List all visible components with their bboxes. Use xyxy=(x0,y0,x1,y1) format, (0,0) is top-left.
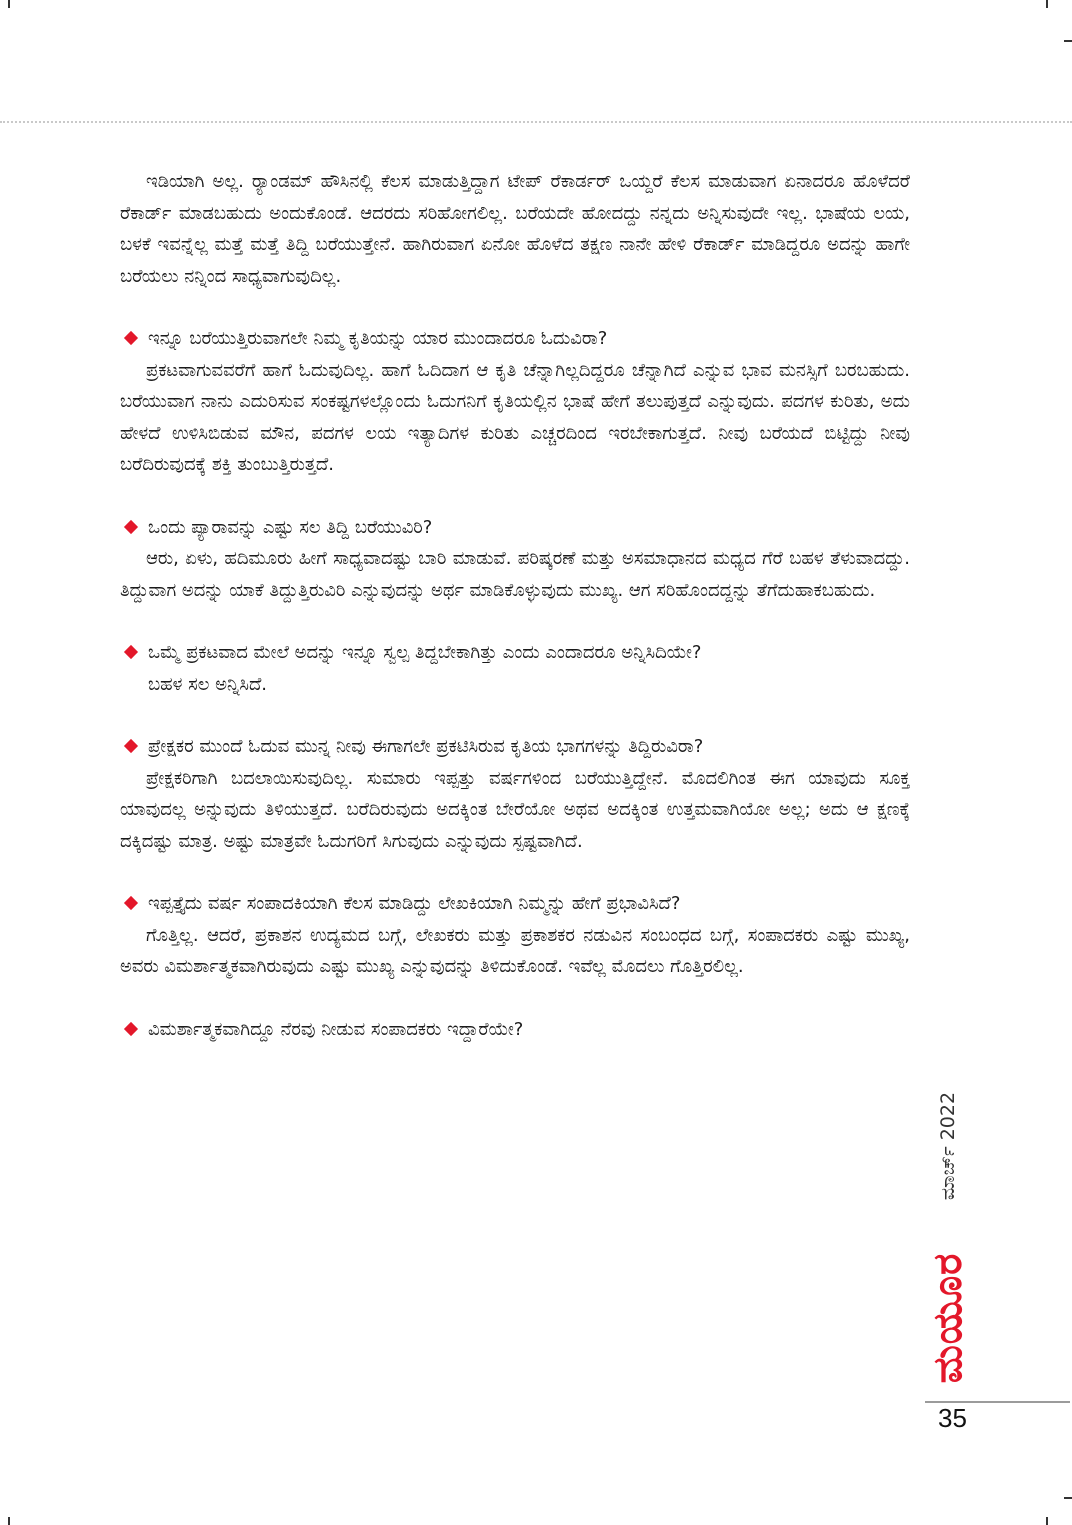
answer: ಪ್ರೇಕ್ಷಕರಿಗಾಗಿ ಬದಲಾಯಿಸುವುದಿಲ್ಲ. ಸುಮಾರು ಇಪ್ಪತ್ತು ವರ್ಷಗಳಿಂದ ಬರೆಯುತ್ತಿದ್ದೇನೆ. ಮೊದಲಿಗಿಂತ ಈಗ ಯಾವುದು ಸೂಕ್ತ ಯಾವುದಲ್ಲ ಅನ್ನುವುದು ತಿಳಿಯುತ್ತದೆ. ಬರೆದಿರುವುದು ಅದಕ್ಕಿಂತ ಬೇರೆಯೋ ಅಥವ ಅದಕ್ಕಿಂತ ಉತ್ತಮವಾಗಿಯೋ ಅಲ್ಲ; ಅದು ಆ ಕ್ಷಣಕ್ಕೆ ದಕ್ಕಿದಷ್ಟು ಮಾತ್ರ. ಅಷ್ಟು ಮಾತ್ರವೇ ಓದುಗರಿಗೆ ಸಿಗುವುದು ಎನ್ನುವುದು ಸ್ಪಷ್ಟವಾಗಿದೆ. xyxy=(120,767,910,852)
issue-date: ಮಾರ್ಚ್ 2022 xyxy=(937,1091,959,1201)
page-number: 35 xyxy=(938,1403,967,1433)
question xyxy=(120,731,910,763)
crop-mark-bottom-right xyxy=(1046,1517,1048,1525)
crop-mark-top-left xyxy=(8,0,10,8)
answer: ಬಹಳ ಸಲ ಅನ್ನಿಸಿದೆ. xyxy=(148,673,268,695)
bullet-diamond-icon xyxy=(124,1021,138,1035)
intro-paragraph: ಇಡಿಯಾಗಿ ಅಲ್ಲ. ರ್‍ಯಾಂಡಮ್ ಹೌಸಿನಲ್ಲಿ ಕೆಲಸ ಮಾಡುತ್ತಿದ್ದಾಗ ಟೇಪ್ ರೆಕಾರ್ಡರ್ ಒಯ್ದರೆ ಕೆಲಸ ಮಾಡುವಾಗ ಏನಾದರೂ ಹೊಳೆದರೆ ರೆಕಾರ್ಡ್ ಮಾಡಬಹುದು ಅಂದುಕೊಂಡೆ. ಆದರದು ಸರಿಹೋಗಲಿಲ್ಲ. ಬರೆಯದೇ ಹೋದದ್ದು ನನ್ನದು ಅನ್ನಿಸುವುದೇ ಇಲ್ಲ. ಭಾಷೆಯ ಲಯ, ಬಳಕೆ ಇವನ್ನೆಲ್ಲ ಮತ್ತೆ ಮತ್ತೆ ತಿದ್ದಿ ಬರೆಯುತ್ತೇನೆ. ಹಾಗಿರುವಾಗ ಏನೋ ಹೊಳೆದ ತಕ್ಷಣ ನಾನೇ ಹೇಳಿ ರೆಕಾರ್ಡ್ ಮಾಡಿದ್ದರೂ ಅದನ್ನು ಹಾಗೇ ಬರೆಯಲು ನನ್ನಿಂದ ಸಾಧ್ಯವಾಗುವುದಿಲ್ಲ. xyxy=(120,171,910,287)
bullet-diamond-icon xyxy=(124,739,138,753)
bullet-diamond-icon xyxy=(124,896,138,910)
answer: ಗೊತ್ತಿಲ್ಲ. ಆದರೆ, ಪ್ರಕಾಶನ ಉದ್ಯಮದ ಬಗ್ಗೆ, ಲೇಖಕರು ಮತ್ತು ಪ್ರಕಾಶಕರ ನಡುವಿನ ಸಂಬಂಧದ ಬಗ್ಗೆ, ಸಂಪಾದಕರು ಎಷ್ಟು ಮುಖ್ಯ, ಅವರು ವಿಮರ್ಶಾತ್ಮಕವಾಗಿರುವುದು ಎಷ್ಟು ಮುಖ್ಯ ಎನ್ನುವುದನ್ನು ತಿಳಿದುಕೊಂಡೆ. ಇವೆಲ್ಲ ಮೊದಲು ಗೊತ್ತಿರಲಿಲ್ಲ. xyxy=(120,924,910,977)
crop-mark-top-right xyxy=(1046,0,1048,8)
sidebar-folio xyxy=(925,1091,971,1395)
question xyxy=(120,1014,910,1046)
qa-block-4 xyxy=(120,731,910,857)
question-text: ಇನ್ನೂ ಬರೆಯುತ್ತಿರುವಾಗಲೇ ನಿಮ್ಮ ಕೃತಿಯನ್ನು ಯಾರ ಮುಂದಾದರೂ ಓದುವಿರಾ? xyxy=(148,328,608,349)
question-text: ಒಮ್ಮೆ ಪ್ರಕಟವಾದ ಮೇಲೆ ಅದನ್ನು ಇನ್ನೂ ಸ್ವಲ್ಪ ತಿದ್ದಬೇಕಾಗಿತ್ತು ಎಂದು ಎಂದಾದರೂ ಅನ್ನಿಸಿದಿಯೇ? xyxy=(148,642,702,663)
question-text: ಪ್ರೇಕ್ಷಕರ ಮುಂದೆ ಓದುವ ಮುನ್ನ ನೀವು ಈಗಾಗಲೇ ಪ್ರಕಟಿಸಿರುವ ಕೃತಿಯ ಭಾಗಗಳನ್ನು ತಿದ್ದಿರುವಿರಾ? xyxy=(148,736,704,757)
qa-block-6 xyxy=(120,1014,910,1046)
crop-mark-right-upper xyxy=(1064,40,1072,42)
bullet-diamond-icon xyxy=(124,519,138,533)
qa-block-3 xyxy=(120,637,910,700)
question-text: ಒಂದು ಪ್ಯಾರಾವನ್ನು ಎಷ್ಟು ಸಲ ತಿದ್ದಿ ಬರೆಯುವಿರಿ? xyxy=(148,516,433,538)
question xyxy=(120,888,910,920)
magazine-logo: ಮಯೂರ xyxy=(925,1252,971,1384)
question-text: ಇಪ್ಪತ್ತೈದು ವರ್ಷ ಸಂಪಾದಕಿಯಾಗಿ ಕೆಲಸ ಮಾಡಿದ್ದು ಲೇಖಕಿಯಾಗಿ ನಿಮ್ಮನ್ನು ಹೇಗೆ ಪ್ರಭಾವಿಸಿದೆ? xyxy=(148,893,681,914)
article-body xyxy=(120,166,910,1045)
qa-block-2 xyxy=(120,512,910,607)
qa-block-1 xyxy=(120,323,910,481)
answer: ಆರು, ಏಳು, ಹದಿಮೂರು ಹೀಗೆ ಸಾಧ್ಯವಾದಷ್ಟು ಬಾರಿ ಮಾಡುವೆ. ಪರಿಷ್ಕರಣೆ ಮತ್ತು ಅಸಮಾಧಾನದ ಮಧ್ಯದ ಗೆರೆ ಬಹಳ ತೆಳುವಾದದ್ದು. ತಿದ್ದುವಾಗ ಅದನ್ನು ಯಾಕೆ ತಿದ್ದುತ್ತಿರುವಿರಿ ಎನ್ನುವುದನ್ನು ಅರ್ಥ ಮಾಡಿಕೊಳ್ಳುವುದು ಮುಖ್ಯ. ಆಗ ಸರಿಹೊಂದದ್ದನ್ನು ತೆಗೆದುಹಾಕಬಹುದು. xyxy=(120,548,910,601)
question xyxy=(120,323,910,355)
question xyxy=(120,512,910,544)
question-text: ವಿಮರ್ಶಾತ್ಮಕವಾಗಿದ್ದೂ ನೆರವು ನೀಡುವ ಸಂಪಾದಕರು ಇದ್ದಾರೆಯೇ? xyxy=(148,1018,524,1040)
bullet-diamond-icon xyxy=(124,645,138,659)
question xyxy=(120,637,910,669)
answer: ಪ್ರಕಟವಾಗುವವರೆಗೆ ಹಾಗೆ ಓದುವುದಿಲ್ಲ. ಹಾಗೆ ಓದಿದಾಗ ಆ ಕೃತಿ ಚೆನ್ನಾಗಿಲ್ಲದಿದ್ದರೂ ಚೆನ್ನಾಗಿದೆ ಎನ್ನುವ ಭಾವ ಮನಸ್ಸಿಗೆ ಬರಬಹುದು. ಬರೆಯುವಾಗ ನಾನು ಎದುರಿಸುವ ಸಂಕಷ್ಟಗಳಲ್ಲೊಂದು ಓದುಗನಿಗೆ ಕೃತಿಯಲ್ಲಿನ ಭಾಷೆ ಹೇಗೆ ತಲುಪುತ್ತದೆ ಎನ್ನುವುದು. ಪದಗಳ ಕುರಿತು, ಅದು ಹೇಳದೆ ಉಳಿಸಿಬಿಡುವ ಮೌನ, ಪದಗಳ ಲಯ ಇತ್ಯಾದಿಗಳ ಕುರಿತು ಎಚ್ಚರದಿಂದ ಇರಬೇಕಾಗುತ್ತದೆ. ನೀವು ಬರೆಯದೆ ಬಿಟ್ಟಿದ್ದು ನೀವು ಬರೆದಿರುವುದಕ್ಕೆ ಶಕ್ತಿ ತುಂಬುತ್ತಿರುತ್ತದೆ. xyxy=(120,359,910,475)
crop-mark-bottom-left xyxy=(8,1517,10,1525)
header-dotted-rule xyxy=(0,121,1072,123)
qa-block-5 xyxy=(120,888,910,983)
bullet-diamond-icon xyxy=(124,331,138,345)
crop-mark-right-lower xyxy=(1064,1497,1072,1499)
